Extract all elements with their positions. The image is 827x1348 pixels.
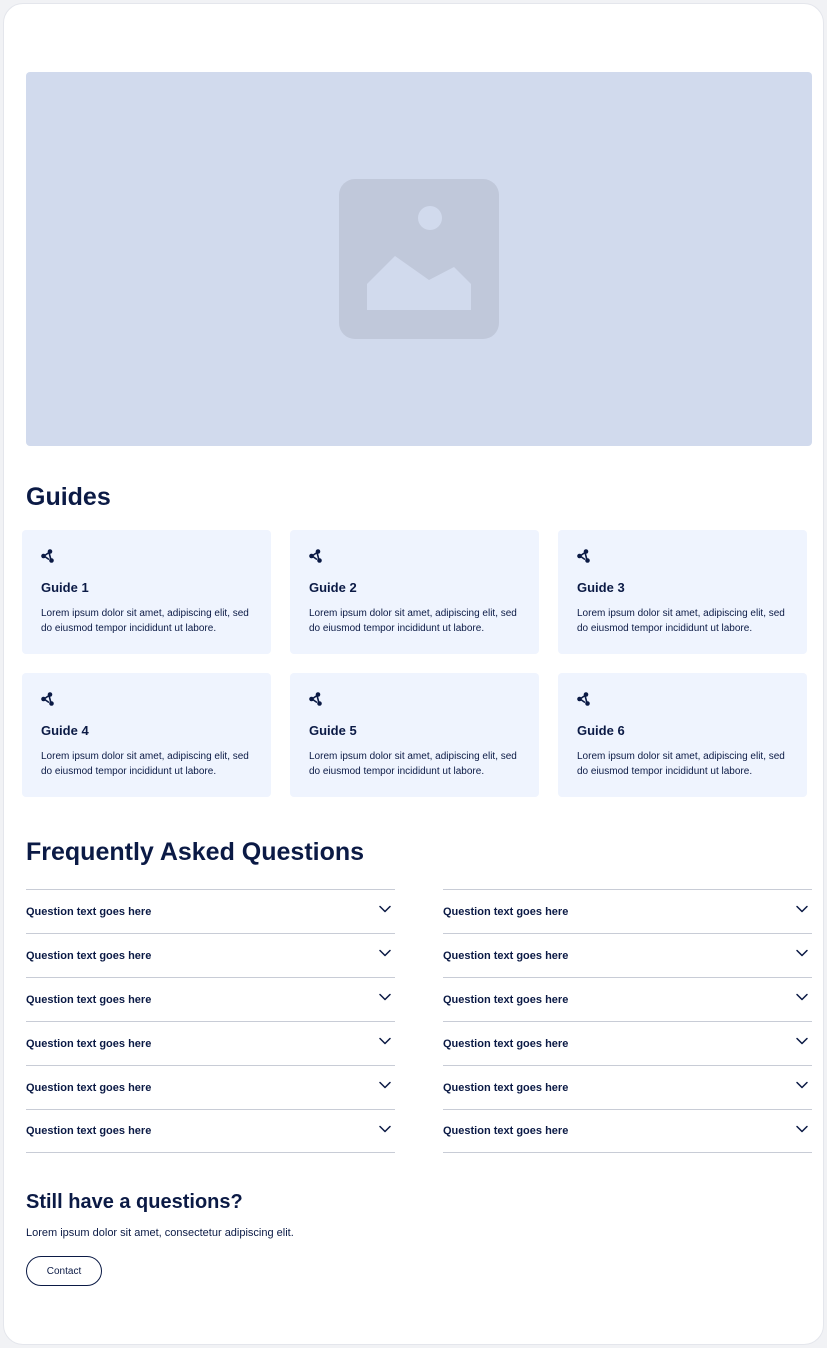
guide-card-2[interactable]: [290, 530, 539, 654]
faq-question: Question text goes here: [26, 1081, 152, 1094]
guide-description: Lorem ipsum dolor sit amet, adipiscing elit, sed do eiusmod tempor incididunt ut labore.: [41, 751, 249, 777]
contact-button[interactable]: Contact: [26, 1256, 102, 1286]
nodes-icon: [40, 548, 56, 564]
guide-description: Lorem ipsum dolor sit amet, adipiscing elit, sed do eiusmod tempor incididunt ut labore.: [41, 608, 249, 634]
faq-question: Question text goes here: [26, 1037, 152, 1050]
faq-item[interactable]: [443, 889, 812, 933]
chevron-down-icon: [378, 990, 395, 1009]
chevron-down-icon: [795, 1078, 812, 1097]
guide-description: Lorem ipsum dolor sit amet, adipiscing elit, sed do eiusmod tempor incididunt ut labore.: [309, 608, 517, 634]
chevron-down-icon: [378, 1034, 395, 1053]
faq-question: Question text goes here: [443, 949, 569, 962]
faq-question: Question text goes here: [26, 949, 152, 962]
guide-card-1[interactable]: [22, 530, 271, 654]
faq-question: Question text goes here: [443, 1081, 569, 1094]
guide-card-6[interactable]: [558, 673, 807, 797]
faq-column-left: [26, 889, 395, 1153]
faq-item[interactable]: [26, 1021, 395, 1065]
guide-title: Guide 5: [309, 723, 357, 738]
page-frame: [3, 3, 824, 1345]
faq-item[interactable]: [443, 1021, 812, 1065]
nodes-icon: [308, 691, 324, 707]
hero-image-placeholder: [26, 72, 812, 446]
chevron-down-icon: [378, 1122, 395, 1141]
faq-item[interactable]: [26, 1065, 395, 1109]
contact-title: Still have a questions?: [26, 1191, 243, 1213]
chevron-down-icon: [378, 946, 395, 965]
nodes-icon: [308, 548, 324, 564]
chevron-down-icon: [378, 902, 395, 921]
contact-text: Lorem ipsum dolor sit amet, consectetur adipiscing elit.: [26, 1227, 294, 1239]
faq-question: Question text goes here: [443, 905, 569, 918]
guide-title: Guide 2: [309, 580, 357, 595]
chevron-down-icon: [795, 1122, 812, 1141]
faq-item[interactable]: [443, 1065, 812, 1109]
guide-card-4[interactable]: [22, 673, 271, 797]
guide-description: Lorem ipsum dolor sit amet, adipiscing elit, sed do eiusmod tempor incididunt ut labore.: [577, 751, 785, 777]
faq-question: Question text goes here: [443, 1037, 569, 1050]
faq-item[interactable]: [26, 889, 395, 933]
guide-description: Lorem ipsum dolor sit amet, adipiscing elit, sed do eiusmod tempor incididunt ut labore.: [309, 751, 517, 777]
chevron-down-icon: [795, 902, 812, 921]
guide-description: Lorem ipsum dolor sit amet, adipiscing elit, sed do eiusmod tempor incididunt ut labore.: [577, 608, 785, 634]
nodes-icon: [576, 691, 592, 707]
nodes-icon: [40, 691, 56, 707]
guide-title: Guide 1: [41, 580, 89, 595]
faq-column-right: [443, 889, 812, 1153]
chevron-down-icon: [795, 990, 812, 1009]
faq-item[interactable]: [26, 977, 395, 1021]
guide-title: Guide 6: [577, 723, 625, 738]
faq-title: Frequently Asked Questions: [26, 838, 365, 866]
faq-question: Question text goes here: [26, 993, 152, 1006]
faq-question: Question text goes here: [26, 1125, 152, 1137]
guide-card-3[interactable]: [558, 530, 807, 654]
guide-card-5[interactable]: [290, 673, 539, 797]
faq-question: Question text goes here: [443, 993, 569, 1006]
chevron-down-icon: [795, 946, 812, 965]
faq-question: Question text goes here: [443, 1125, 569, 1137]
guide-title: Guide 4: [41, 723, 89, 738]
nodes-icon: [576, 548, 592, 564]
chevron-down-icon: [378, 1078, 395, 1097]
faq-question: Question text goes here: [26, 905, 152, 918]
faq-item[interactable]: [26, 933, 395, 977]
faq-item[interactable]: [26, 1109, 395, 1153]
guides-title: Guides: [26, 483, 111, 511]
image-placeholder-icon: [339, 179, 499, 339]
faq-item[interactable]: [443, 933, 812, 977]
faq-item[interactable]: [443, 977, 812, 1021]
faq-item[interactable]: [443, 1109, 812, 1153]
chevron-down-icon: [795, 1034, 812, 1053]
guide-title: Guide 3: [577, 580, 625, 595]
